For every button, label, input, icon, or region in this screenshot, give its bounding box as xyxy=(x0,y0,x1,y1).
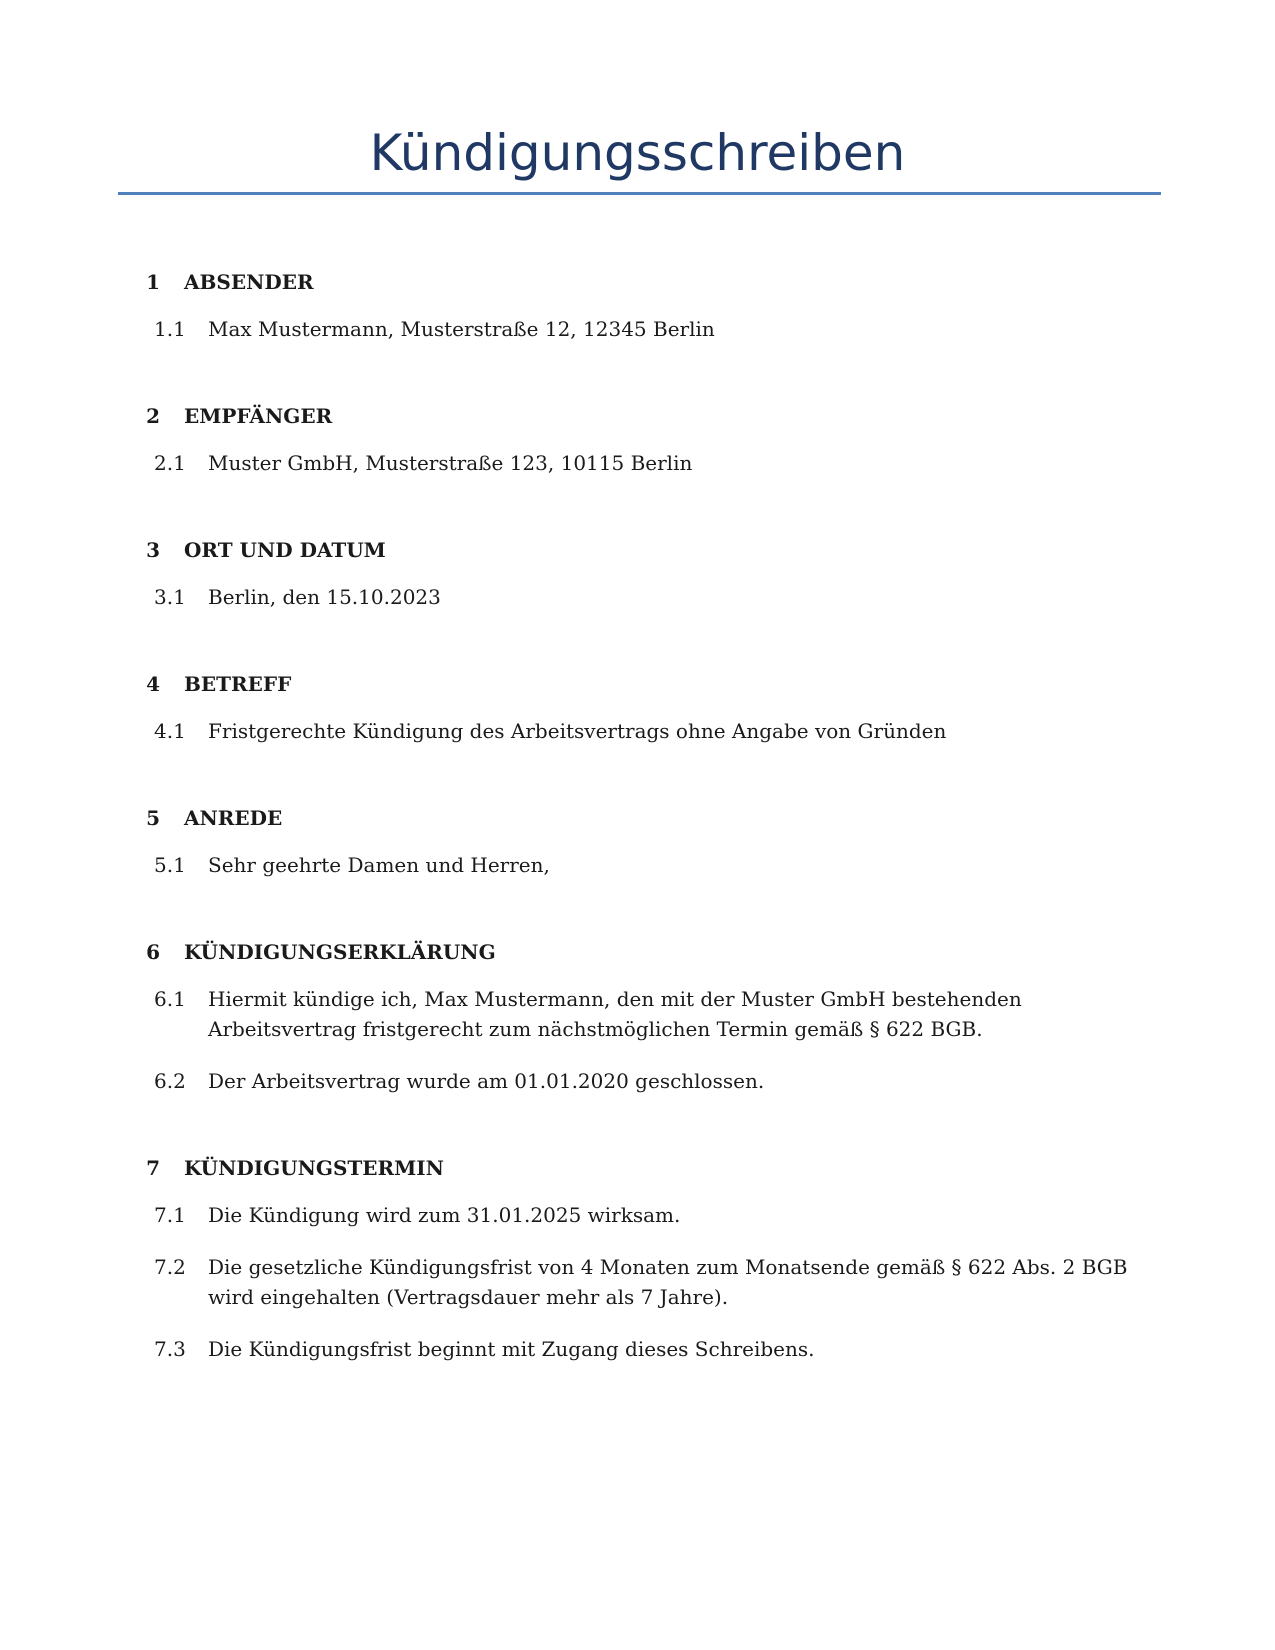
section-title: EMPFÄNGER xyxy=(184,404,333,428)
clause-number: 7.1 xyxy=(154,1203,186,1227)
section-number: 1 xyxy=(146,270,160,294)
clause xyxy=(0,1200,1275,1230)
clause-text: Hiermit kündige ich, Max Mustermann, den mit der Muster GmbH bestehenden Arbeitsvertrag fristgerecht zum nächstmöglichen Termin gemäß § 622 BGB. xyxy=(208,987,1022,1041)
section-number: 3 xyxy=(146,538,160,562)
clause xyxy=(0,1066,1275,1096)
clause-text: Die Kündigungsfrist beginnt mit Zugang dieses Schreibens. xyxy=(208,1337,815,1361)
section-number: 2 xyxy=(146,404,160,428)
section-heading xyxy=(0,396,1275,436)
section-ort-und-datum xyxy=(0,530,1275,612)
clause-text: Die gesetzliche Kündigungsfrist von 4 Monaten zum Monatsende gemäß § 622 Abs. 2 BGB wird eingehalten (Vertragsdauer mehr als 7 Jahre). xyxy=(208,1255,1128,1309)
section-number: 7 xyxy=(146,1156,160,1180)
clause-text: Der Arbeitsvertrag wurde am 01.01.2020 geschlossen. xyxy=(208,1069,765,1093)
section-title: ABSENDER xyxy=(184,270,314,294)
clause xyxy=(0,1334,1275,1364)
section-title: KÜNDIGUNGSERKLÄRUNG xyxy=(184,940,496,964)
clause-text: Fristgerechte Kündigung des Arbeitsvertrags ohne Angabe von Gründen xyxy=(208,719,947,743)
clause xyxy=(0,1252,1275,1312)
clause-text: Berlin, den 15.10.2023 xyxy=(208,585,441,609)
clause-number: 7.3 xyxy=(154,1337,186,1361)
section-kuendigungstermin xyxy=(0,1148,1275,1364)
clause-number: 2.1 xyxy=(154,451,186,475)
section-title: ANREDE xyxy=(184,806,283,830)
section-empfaenger xyxy=(0,396,1275,478)
section-heading xyxy=(0,262,1275,302)
clause-number: 5.1 xyxy=(154,853,186,877)
section-number: 4 xyxy=(146,672,160,696)
section-number: 5 xyxy=(146,806,160,830)
section-heading xyxy=(0,798,1275,838)
section-heading xyxy=(0,530,1275,570)
section-anrede xyxy=(0,798,1275,880)
clause-number: 7.2 xyxy=(154,1255,186,1279)
document-body xyxy=(0,262,1275,1416)
clause xyxy=(0,448,1275,478)
clause-number: 6.2 xyxy=(154,1069,186,1093)
section-betreff xyxy=(0,664,1275,746)
section-heading xyxy=(0,932,1275,972)
section-title: ORT UND DATUM xyxy=(184,538,386,562)
clause-text: Max Mustermann, Musterstraße 12, 12345 Berlin xyxy=(208,317,715,341)
clause-number: 6.1 xyxy=(154,987,186,1011)
section-kuendigungserklaerung xyxy=(0,932,1275,1096)
section-absender xyxy=(0,262,1275,344)
section-number: 6 xyxy=(146,940,160,964)
clause-text: Muster GmbH, Musterstraße 123, 10115 Berlin xyxy=(208,451,693,475)
clause-text: Die Kündigung wird zum 31.01.2025 wirksam. xyxy=(208,1203,681,1227)
clause-number: 1.1 xyxy=(154,317,186,341)
clause xyxy=(0,850,1275,880)
clause-text: Sehr geehrte Damen und Herren, xyxy=(208,853,550,877)
section-heading xyxy=(0,664,1275,704)
section-title: KÜNDIGUNGSTERMIN xyxy=(184,1156,444,1180)
title-underline xyxy=(118,192,1161,195)
clause xyxy=(0,582,1275,612)
clause-number: 3.1 xyxy=(154,585,186,609)
document-title: Kündigungsschreiben xyxy=(369,124,906,182)
section-heading xyxy=(0,1148,1275,1188)
clause xyxy=(0,984,1275,1044)
section-title: BETREFF xyxy=(184,672,292,696)
clause xyxy=(0,716,1275,746)
clause-number: 4.1 xyxy=(154,719,186,743)
clause xyxy=(0,314,1275,344)
